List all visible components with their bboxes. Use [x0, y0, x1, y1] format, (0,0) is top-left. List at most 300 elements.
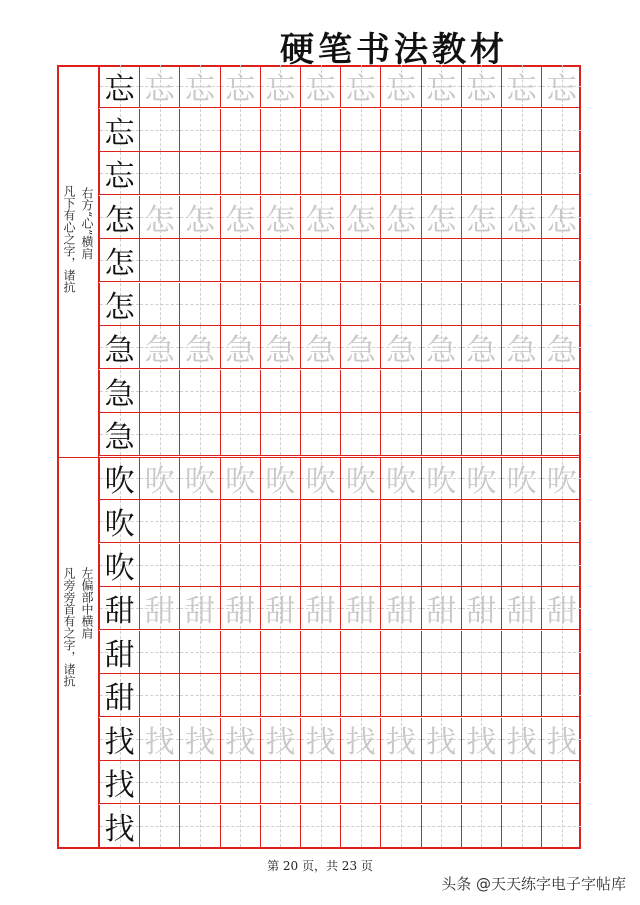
practice-cell[interactable] [220, 413, 260, 456]
trace-character: 甜 [385, 594, 416, 629]
practice-cell[interactable] [179, 500, 219, 543]
practice-cell[interactable] [220, 370, 260, 413]
practice-cell[interactable] [260, 152, 300, 195]
model-character-cell [99, 718, 139, 761]
practice-cell[interactable] [421, 326, 461, 369]
practice-cell[interactable] [421, 370, 461, 413]
trace-character: 怎 [225, 202, 256, 238]
practice-cell[interactable] [461, 718, 501, 761]
trace-character: 怎 [426, 202, 457, 238]
practice-cell[interactable] [139, 761, 179, 804]
practice-cell[interactable] [179, 457, 219, 500]
model-character: 怎 [104, 246, 135, 281]
model-character: 急 [104, 420, 135, 455]
practice-cell[interactable] [179, 370, 219, 413]
practice-cell[interactable] [501, 413, 541, 456]
practice-cell[interactable] [461, 326, 501, 369]
trace-character: 吹 [506, 463, 537, 499]
practice-cell[interactable] [461, 457, 501, 500]
practice-cell[interactable] [541, 718, 581, 761]
practice-cell[interactable] [501, 544, 541, 587]
trace-character: 怎 [506, 202, 537, 238]
practice-cell[interactable] [501, 326, 541, 369]
practice-cell[interactable] [300, 457, 340, 500]
practice-cell[interactable] [541, 631, 581, 674]
trace-character: 怎 [546, 202, 577, 238]
trace-character: 忘 [265, 72, 296, 107]
practice-cell[interactable] [501, 152, 541, 195]
practice-cell[interactable] [260, 718, 300, 761]
model-character: 忘 [104, 115, 135, 151]
section-note-left: 凡下有心之字，诸抗 [62, 185, 76, 293]
practice-cell[interactable] [300, 326, 340, 369]
practice-cell[interactable] [380, 65, 420, 108]
practice-cell[interactable] [501, 761, 541, 804]
practice-cell[interactable] [340, 109, 380, 152]
practice-cell[interactable] [300, 196, 340, 239]
trace-character: 甜 [184, 594, 215, 629]
practice-cell[interactable] [461, 109, 501, 152]
practice-cell[interactable] [541, 109, 581, 152]
practice-cell[interactable] [421, 500, 461, 543]
practice-cell[interactable] [380, 718, 420, 761]
practice-cell[interactable] [461, 370, 501, 413]
trace-character: 忘 [385, 72, 416, 107]
practice-cell[interactable] [300, 65, 340, 108]
model-character-cell [99, 326, 139, 369]
practice-row [99, 283, 581, 327]
practice-row [99, 631, 581, 675]
practice-cell[interactable] [179, 152, 219, 195]
practice-cell[interactable] [300, 109, 340, 152]
practice-cell[interactable] [541, 457, 581, 500]
practice-cell[interactable] [501, 109, 541, 152]
practice-cell[interactable] [260, 805, 300, 848]
practice-cell[interactable] [461, 544, 501, 587]
practice-row [99, 674, 581, 718]
model-character: 急 [104, 376, 135, 412]
practice-cell[interactable] [461, 805, 501, 848]
trace-character: 甜 [466, 594, 497, 629]
trace-character: 甜 [305, 594, 336, 629]
trace-character: 急 [506, 333, 537, 368]
trace-character: 急 [546, 333, 577, 368]
practice-cell[interactable] [220, 587, 260, 630]
practice-cell[interactable] [139, 326, 179, 369]
practice-cell[interactable] [300, 587, 340, 630]
practice-cell[interactable] [380, 413, 420, 456]
practice-cell[interactable] [501, 674, 541, 717]
practice-cell[interactable] [220, 761, 260, 804]
practice-cell[interactable] [220, 718, 260, 761]
practice-cell[interactable] [421, 283, 461, 326]
practice-cell[interactable] [220, 326, 260, 369]
practice-cell[interactable] [139, 65, 179, 108]
watermark-text: 头条 @天天练字电子字帖库 [441, 875, 626, 893]
practice-cell[interactable] [260, 239, 300, 282]
trace-character: 吹 [426, 463, 457, 499]
practice-cell[interactable] [541, 65, 581, 108]
practice-cell[interactable] [541, 413, 581, 456]
practice-cell[interactable] [220, 283, 260, 326]
practice-cell[interactable] [421, 65, 461, 108]
practice-cell[interactable] [139, 109, 179, 152]
practice-cell[interactable] [541, 544, 581, 587]
practice-row [99, 109, 581, 153]
practice-cell[interactable] [541, 196, 581, 239]
trace-character: 怎 [305, 202, 336, 238]
practice-cell[interactable] [139, 805, 179, 848]
trace-character: 甜 [426, 594, 457, 629]
practice-cell[interactable] [139, 239, 179, 282]
practice-row [99, 239, 581, 283]
practice-cell[interactable] [541, 239, 581, 282]
model-character-cell [99, 152, 139, 195]
practice-cell[interactable] [501, 65, 541, 108]
practice-cell[interactable] [260, 674, 300, 717]
practice-cell[interactable] [501, 283, 541, 326]
practice-cell[interactable] [300, 718, 340, 761]
practice-row [99, 500, 581, 544]
trace-character: 甜 [144, 594, 175, 629]
trace-character: 忘 [466, 72, 497, 107]
trace-character: 怎 [144, 202, 175, 238]
practice-cell[interactable] [421, 239, 461, 282]
practice-cell[interactable] [179, 326, 219, 369]
section-note-right: 左偏部中横肩 [80, 566, 94, 639]
trace-character: 怎 [184, 202, 215, 238]
trace-character: 找 [385, 724, 416, 760]
practice-cell[interactable] [179, 196, 219, 239]
trace-character: 甜 [265, 594, 296, 629]
practice-cell[interactable] [501, 457, 541, 500]
practice-cell[interactable] [220, 631, 260, 674]
practice-cell[interactable] [380, 152, 420, 195]
practice-cell[interactable] [139, 674, 179, 717]
practice-cell[interactable] [541, 326, 581, 369]
practice-cell[interactable] [380, 109, 420, 152]
trace-character: 急 [184, 333, 215, 368]
practice-cell[interactable] [461, 413, 501, 456]
model-character: 怎 [104, 289, 135, 325]
practice-cell[interactable] [300, 413, 340, 456]
trace-character: 吹 [225, 463, 256, 499]
model-character-cell [99, 674, 139, 717]
practice-cell[interactable] [300, 631, 340, 674]
practice-row [99, 587, 581, 631]
practice-cell[interactable] [179, 239, 219, 282]
practice-cell[interactable] [541, 674, 581, 717]
practice-cell[interactable] [139, 544, 179, 587]
model-character-cell [99, 761, 139, 804]
practice-cell[interactable] [380, 805, 420, 848]
practice-cell[interactable] [461, 196, 501, 239]
trace-character: 吹 [265, 463, 296, 499]
practice-cell[interactable] [501, 718, 541, 761]
model-character: 忘 [104, 159, 135, 194]
practice-cell[interactable] [380, 544, 420, 587]
practice-cell[interactable] [541, 805, 581, 848]
practice-cell[interactable] [501, 500, 541, 543]
practice-cell[interactable] [220, 65, 260, 108]
trace-character: 找 [345, 724, 376, 760]
model-character: 甜 [104, 681, 135, 716]
model-character: 甜 [104, 594, 135, 629]
practice-cell[interactable] [461, 631, 501, 674]
practice-row [99, 718, 581, 762]
practice-cell[interactable] [179, 109, 219, 152]
practice-cell[interactable] [340, 674, 380, 717]
practice-cell[interactable] [421, 674, 461, 717]
trace-character: 吹 [546, 463, 577, 499]
practice-cell[interactable] [139, 631, 179, 674]
practice-cell[interactable] [421, 152, 461, 195]
practice-cell[interactable] [179, 674, 219, 717]
trace-character: 找 [426, 724, 457, 760]
trace-character: 找 [184, 724, 215, 760]
practice-cell[interactable] [300, 674, 340, 717]
practice-cell[interactable] [220, 457, 260, 500]
practice-cell[interactable] [220, 674, 260, 717]
practice-row [99, 196, 581, 240]
trace-character: 找 [144, 724, 175, 760]
practice-cell[interactable] [501, 587, 541, 630]
practice-cell[interactable] [541, 500, 581, 543]
model-character-cell [99, 500, 139, 543]
practice-cell[interactable] [300, 500, 340, 543]
trace-character: 怎 [265, 202, 296, 238]
practice-cell[interactable] [421, 718, 461, 761]
practice-cell[interactable] [220, 805, 260, 848]
practice-cell[interactable] [260, 370, 300, 413]
practice-cell[interactable] [461, 283, 501, 326]
practice-cell[interactable] [340, 239, 380, 282]
practice-cell[interactable] [380, 196, 420, 239]
practice-cell[interactable] [340, 413, 380, 456]
practice-cell[interactable] [260, 196, 300, 239]
practice-cell[interactable] [300, 370, 340, 413]
practice-cell[interactable] [220, 544, 260, 587]
practice-cell[interactable] [179, 761, 219, 804]
practice-cell[interactable] [380, 587, 420, 630]
practice-row [99, 370, 581, 414]
practice-cell[interactable] [300, 544, 340, 587]
practice-cell[interactable] [139, 718, 179, 761]
practice-cell[interactable] [380, 631, 420, 674]
practice-cell[interactable] [300, 283, 340, 326]
practice-cell[interactable] [340, 326, 380, 369]
trace-character: 找 [466, 724, 497, 760]
practice-cell[interactable] [340, 152, 380, 195]
trace-character: 吹 [184, 463, 215, 499]
practice-cell[interactable] [501, 196, 541, 239]
practice-cell[interactable] [139, 196, 179, 239]
practice-cell[interactable] [380, 283, 420, 326]
model-character-cell [99, 239, 139, 282]
practice-cell[interactable] [139, 457, 179, 500]
practice-cell[interactable] [139, 152, 179, 195]
practice-cell[interactable] [380, 239, 420, 282]
practice-cell[interactable] [300, 761, 340, 804]
practice-cell[interactable] [139, 413, 179, 456]
practice-cell[interactable] [380, 500, 420, 543]
practice-cell[interactable] [340, 457, 380, 500]
practice-cell[interactable] [260, 283, 300, 326]
practice-cell[interactable] [461, 65, 501, 108]
trace-character: 忘 [426, 72, 457, 107]
practice-cell[interactable] [461, 239, 501, 282]
practice-cell[interactable] [380, 674, 420, 717]
trace-character: 找 [546, 724, 577, 760]
practice-cell[interactable] [139, 283, 179, 326]
model-character: 怎 [104, 202, 135, 238]
practice-row [99, 413, 581, 457]
practice-cell[interactable] [541, 761, 581, 804]
practice-cell[interactable] [179, 65, 219, 108]
practice-cell[interactable] [260, 109, 300, 152]
practice-cell[interactable] [260, 631, 300, 674]
practice-cell[interactable] [340, 761, 380, 804]
practice-cell[interactable] [461, 500, 501, 543]
section-note-left: 凡旁旁首有之字，诸抗 [62, 566, 76, 687]
practice-cell[interactable] [179, 413, 219, 456]
model-character-cell [99, 805, 139, 848]
practice-cell[interactable] [260, 500, 300, 543]
practice-cell[interactable] [139, 500, 179, 543]
practice-cell[interactable] [421, 805, 461, 848]
practice-cell[interactable] [461, 761, 501, 804]
practice-cell[interactable] [260, 326, 300, 369]
trace-character: 急 [466, 333, 497, 368]
practice-cell[interactable] [340, 196, 380, 239]
practice-cell[interactable] [461, 674, 501, 717]
trace-character: 怎 [466, 202, 497, 238]
model-character-cell [99, 283, 139, 326]
practice-cell[interactable] [179, 587, 219, 630]
practice-cell[interactable] [139, 370, 179, 413]
practice-cell[interactable] [501, 370, 541, 413]
practice-cell[interactable] [421, 761, 461, 804]
trace-character: 忘 [546, 72, 577, 107]
model-character: 找 [104, 768, 135, 803]
practice-cell[interactable] [179, 544, 219, 587]
practice-cell[interactable] [340, 283, 380, 326]
practice-cell[interactable] [380, 457, 420, 500]
practice-cell[interactable] [300, 152, 340, 195]
practice-cell[interactable] [541, 587, 581, 630]
practice-cell[interactable] [260, 587, 300, 630]
trace-character: 吹 [385, 463, 416, 499]
practice-cell[interactable] [220, 196, 260, 239]
practice-cell[interactable] [541, 152, 581, 195]
practice-cell[interactable] [421, 109, 461, 152]
practice-cell[interactable] [380, 370, 420, 413]
model-character-cell [99, 457, 139, 500]
practice-cell[interactable] [501, 239, 541, 282]
practice-cell[interactable] [421, 544, 461, 587]
practice-cell[interactable] [340, 500, 380, 543]
practice-cell[interactable] [421, 196, 461, 239]
trace-character: 甜 [225, 594, 256, 629]
model-character: 急 [104, 333, 135, 368]
practice-cell[interactable] [501, 631, 541, 674]
practice-cell[interactable] [421, 631, 461, 674]
model-character: 找 [104, 724, 135, 760]
practice-cell[interactable] [300, 805, 340, 848]
practice-cell[interactable] [340, 805, 380, 848]
trace-character: 忘 [225, 72, 256, 107]
practice-cell[interactable] [260, 65, 300, 108]
practice-cell[interactable] [461, 587, 501, 630]
practice-row [99, 544, 581, 588]
practice-cell[interactable] [179, 283, 219, 326]
trace-character: 急 [385, 333, 416, 368]
practice-row [99, 65, 581, 109]
practice-cell[interactable] [220, 239, 260, 282]
practice-cell[interactable] [220, 152, 260, 195]
model-character-cell [99, 587, 139, 630]
practice-cell[interactable] [421, 587, 461, 630]
trace-character: 急 [265, 333, 296, 368]
trace-character: 急 [345, 333, 376, 368]
practice-cell[interactable] [340, 587, 380, 630]
practice-cell[interactable] [179, 805, 219, 848]
practice-cell[interactable] [380, 761, 420, 804]
model-character-cell [99, 370, 139, 413]
model-character: 吹 [104, 507, 135, 542]
practice-cell[interactable] [139, 587, 179, 630]
practice-cell[interactable] [340, 544, 380, 587]
practice-cell[interactable] [260, 761, 300, 804]
section-note-right: 右方“心”横肩 [80, 187, 94, 260]
trace-character: 怎 [385, 202, 416, 238]
practice-cell[interactable] [380, 326, 420, 369]
practice-cell[interactable] [541, 370, 581, 413]
practice-cell[interactable] [260, 544, 300, 587]
practice-cell[interactable] [179, 631, 219, 674]
model-character-cell [99, 413, 139, 456]
practice-cell[interactable] [421, 457, 461, 500]
practice-cell[interactable] [260, 413, 300, 456]
practice-cell[interactable] [340, 65, 380, 108]
practice-cell[interactable] [260, 457, 300, 500]
practice-cell[interactable] [340, 370, 380, 413]
trace-character: 吹 [466, 463, 497, 499]
trace-character: 急 [225, 333, 256, 368]
practice-cell[interactable] [220, 500, 260, 543]
trace-character: 忘 [305, 72, 336, 107]
model-character-cell [99, 631, 139, 674]
model-character: 忘 [104, 72, 135, 107]
trace-character: 甜 [506, 594, 537, 629]
practice-cell[interactable] [340, 631, 380, 674]
practice-cell[interactable] [300, 239, 340, 282]
practice-cell[interactable] [501, 805, 541, 848]
practice-cell[interactable] [421, 413, 461, 456]
model-character-cell [99, 196, 139, 239]
practice-cell[interactable] [179, 718, 219, 761]
page-number: 第 20 页，共 23 页 [267, 859, 373, 873]
practice-row [99, 805, 581, 849]
practice-cell[interactable] [461, 152, 501, 195]
practice-cell[interactable] [340, 718, 380, 761]
practice-cell[interactable] [220, 109, 260, 152]
trace-character: 忘 [184, 72, 215, 107]
practice-cell[interactable] [541, 283, 581, 326]
trace-character: 忘 [144, 72, 175, 107]
page-title: 硬笔书法教材 [280, 30, 508, 70]
model-character-cell [99, 65, 139, 108]
